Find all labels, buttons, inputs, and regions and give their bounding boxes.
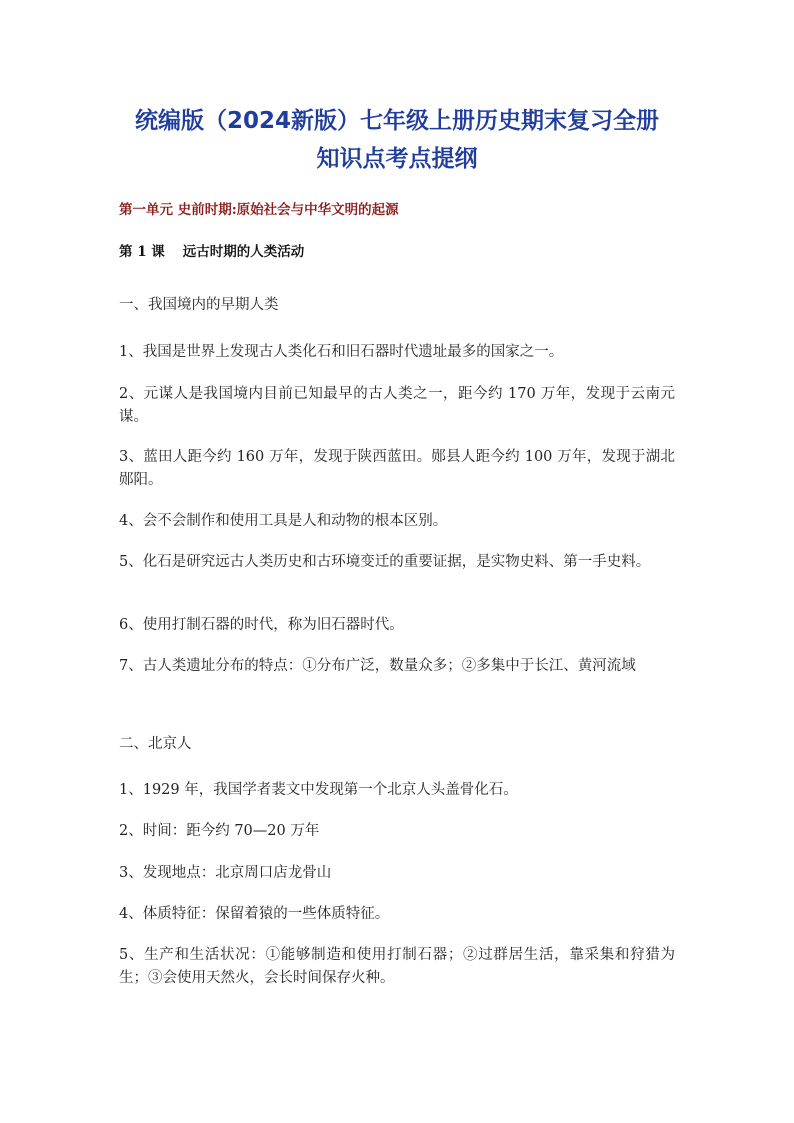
lesson-heading bbox=[119, 240, 304, 260]
title-line-1: 统编版（2024新版）七年级上册历史期末复习全册 bbox=[134, 108, 659, 134]
list-item: 2、时间：距今约 70—20 万年 bbox=[119, 823, 320, 839]
list-item: 4、会不会制作和使用工具是人和动物的根本区别。 bbox=[119, 513, 448, 529]
list-item: 5、化石是研究远古人类历史和古环境变迁的重要证据，是实物史料、第一手史料。 bbox=[119, 554, 651, 570]
list-item: 3、发现地点：北京周口店龙骨山 bbox=[119, 865, 332, 881]
list-item: 7、古人类遗址分布的特点：①分布广泛，数量众多；②多集中于长江、黄河流域 bbox=[119, 658, 636, 674]
list-item: 1、1929 年，我国学者裴文中发现第一个北京人头盖骨化石。 bbox=[119, 782, 518, 798]
lesson-number: 第 1 课 bbox=[119, 244, 165, 260]
lesson-title: 远古时期的人类活动 bbox=[182, 244, 305, 260]
document-title bbox=[119, 102, 675, 178]
section-heading-early-humans: 一、我国境内的早期人类 bbox=[119, 297, 279, 313]
list-item: 6、使用打制石器的时代，称为旧石器时代。 bbox=[119, 617, 404, 633]
list-item: 5、生产和生活状况：①能够制造和使用打制石器；②过群居生活，靠采集和狩猎为生；③会使用天然火，会长时间保存火种。 bbox=[119, 947, 675, 986]
list-item: 1、我国是世界上发现古人类化石和旧石器时代遗址最多的国家之一。 bbox=[119, 344, 564, 360]
list-item: 4、体质特征：保留着猿的一些体质特征。 bbox=[119, 906, 390, 922]
unit-heading: 第一单元 史前时期:原始社会与中华文明的起源 bbox=[119, 202, 399, 218]
section-heading-peking-man: 二、北京人 bbox=[119, 736, 192, 752]
list-item: 3、蓝田人距今约 160 万年，发现于陕西蓝田。郧县人距今约 100 万年，发现于湖北郧阳。 bbox=[119, 449, 675, 488]
title-line-2: 知识点考点提纲 bbox=[316, 146, 478, 172]
list-item: 2、元谋人是我国境内目前已知最早的古人类之一，距今约 170 万年，发现于云南元谋。 bbox=[119, 386, 675, 425]
